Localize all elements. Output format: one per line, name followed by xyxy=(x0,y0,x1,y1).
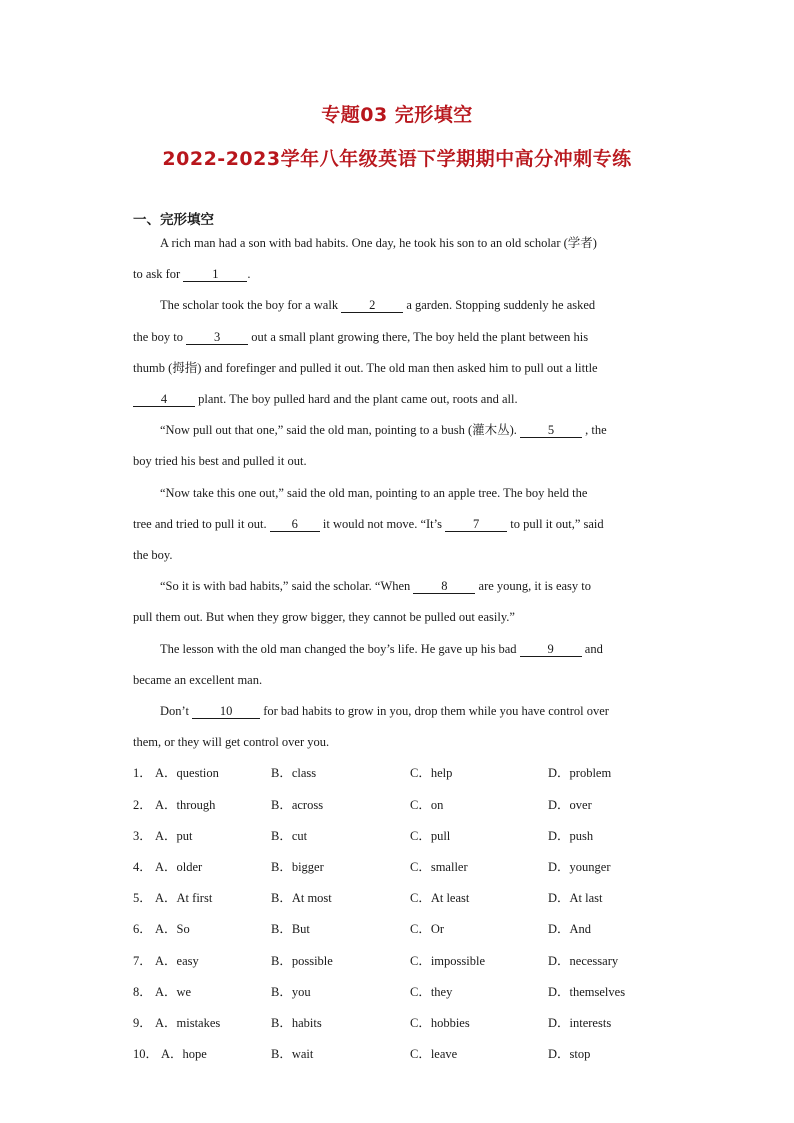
passage-line: the boy to 3 out a small plant growing there, The boy held the plant between his xyxy=(133,330,589,344)
option-a: A．question xyxy=(155,766,219,780)
passage-line: The lesson with the old man changed the boy’s life. He gave up his bad 9 and xyxy=(160,642,603,656)
option-c: C．help xyxy=(410,766,453,780)
question-number: 1． xyxy=(133,766,152,780)
passage-line: Don’t 10 for bad habits to grow in you, drop them while you have control over xyxy=(160,704,609,718)
blank-9: 9 xyxy=(520,642,582,657)
blank-8: 8 xyxy=(413,579,475,594)
option-a: A．hope xyxy=(161,1047,207,1061)
question-number: 4． xyxy=(133,860,152,874)
blank-4: 4 xyxy=(133,392,195,407)
option-a: A．older xyxy=(155,860,203,874)
blank-1: 1 xyxy=(183,267,247,282)
question-number: 7． xyxy=(133,954,152,968)
passage-line: became an excellent man. xyxy=(133,673,263,687)
passage-line: the boy. xyxy=(133,548,173,562)
option-d: D．themselves xyxy=(548,985,626,999)
option-c: C．hobbies xyxy=(410,1016,470,1030)
question-number: 10． xyxy=(133,1047,159,1061)
option-b: B．But xyxy=(271,922,310,936)
passage-line: tree and tried to pull it out. 6 it would not move. “It’s 7 to pull it out,” said xyxy=(133,517,604,531)
option-b: B．At most xyxy=(271,891,332,905)
passage-line: to ask for 1 . xyxy=(133,267,251,281)
passage-line: boy tried his best and pulled it out. xyxy=(133,454,307,468)
option-a: A．we xyxy=(155,985,192,999)
option-a: A．through xyxy=(155,798,216,812)
option-d: D．younger xyxy=(548,860,611,874)
option-c: C．At least xyxy=(410,891,470,905)
topic-title: 专题03 完形填空 xyxy=(321,104,473,126)
option-b: B．cut xyxy=(271,829,308,843)
section-heading: 一、完形填空 xyxy=(133,212,214,228)
question-number: 5． xyxy=(133,891,152,905)
option-d: D．necessary xyxy=(548,954,619,968)
option-c: C．pull xyxy=(410,829,451,843)
option-d: D．And xyxy=(548,922,592,936)
option-b: B．bigger xyxy=(271,860,324,874)
passage-line: thumb (拇指) and forefinger and pulled it out. The old man then asked him to pull out a little xyxy=(133,361,598,375)
option-a: A．So xyxy=(155,922,190,936)
question-number: 2． xyxy=(133,798,152,812)
option-b: B．you xyxy=(271,985,311,999)
option-a: A．mistakes xyxy=(155,1016,221,1030)
passage-line: A rich man had a son with bad habits. One day, he took his son to an old scholar (学者) xyxy=(160,236,597,250)
option-c: C．leave xyxy=(410,1047,458,1061)
question-number: 6． xyxy=(133,922,152,936)
blank-6: 6 xyxy=(270,517,320,532)
option-b: B．habits xyxy=(271,1016,322,1030)
blank-2: 2 xyxy=(341,298,403,313)
option-d: D．push xyxy=(548,829,594,843)
option-a: A．put xyxy=(155,829,193,843)
option-b: B．wait xyxy=(271,1047,314,1061)
passage-line: them, or they will get control over you. xyxy=(133,735,330,749)
option-c: C．they xyxy=(410,985,453,999)
option-a: A．At first xyxy=(155,891,213,905)
passage-line: “Now take this one out,” said the old man, pointing to an apple tree. The boy held the xyxy=(160,486,588,500)
passage-line: 4 plant. The boy pulled hard and the plant came out, roots and all. xyxy=(133,391,518,407)
option-d: D．interests xyxy=(548,1016,612,1030)
option-b: B．class xyxy=(271,766,317,780)
option-c: C．Or xyxy=(410,922,445,936)
passage-line: The scholar took the boy for a walk 2 a garden. Stopping suddenly he asked xyxy=(160,298,596,312)
question-number: 8． xyxy=(133,985,152,999)
blank-5: 5 xyxy=(520,423,582,438)
blank-10: 10 xyxy=(192,704,260,719)
passage-line: “Now pull out that one,” said the old man, pointing to a bush (灌木丛). 5 , the xyxy=(160,423,607,437)
option-d: D．problem xyxy=(548,766,612,780)
question-number: 9． xyxy=(133,1016,152,1030)
option-d: D．over xyxy=(548,798,592,812)
option-c: C．on xyxy=(410,798,444,812)
option-b: B．across xyxy=(271,798,324,812)
option-b: B．possible xyxy=(271,954,333,968)
question-number: 3． xyxy=(133,829,152,843)
blank-3: 3 xyxy=(186,330,248,345)
option-c: C．impossible xyxy=(410,954,486,968)
option-c: C．smaller xyxy=(410,860,468,874)
blank-7: 7 xyxy=(445,517,507,532)
option-d: D．stop xyxy=(548,1047,591,1061)
passage-line: “So it is with bad habits,” said the scholar. “When 8 are young, it is easy to xyxy=(160,579,592,593)
option-a: A．easy xyxy=(155,954,199,968)
option-d: D．At last xyxy=(548,891,603,905)
exam-title: 2022-2023学年八年级英语下学期期中高分冲刺专练 xyxy=(162,148,632,170)
passage-line: pull them out. But when they grow bigger, they cannot be pulled out easily.” xyxy=(133,610,515,624)
